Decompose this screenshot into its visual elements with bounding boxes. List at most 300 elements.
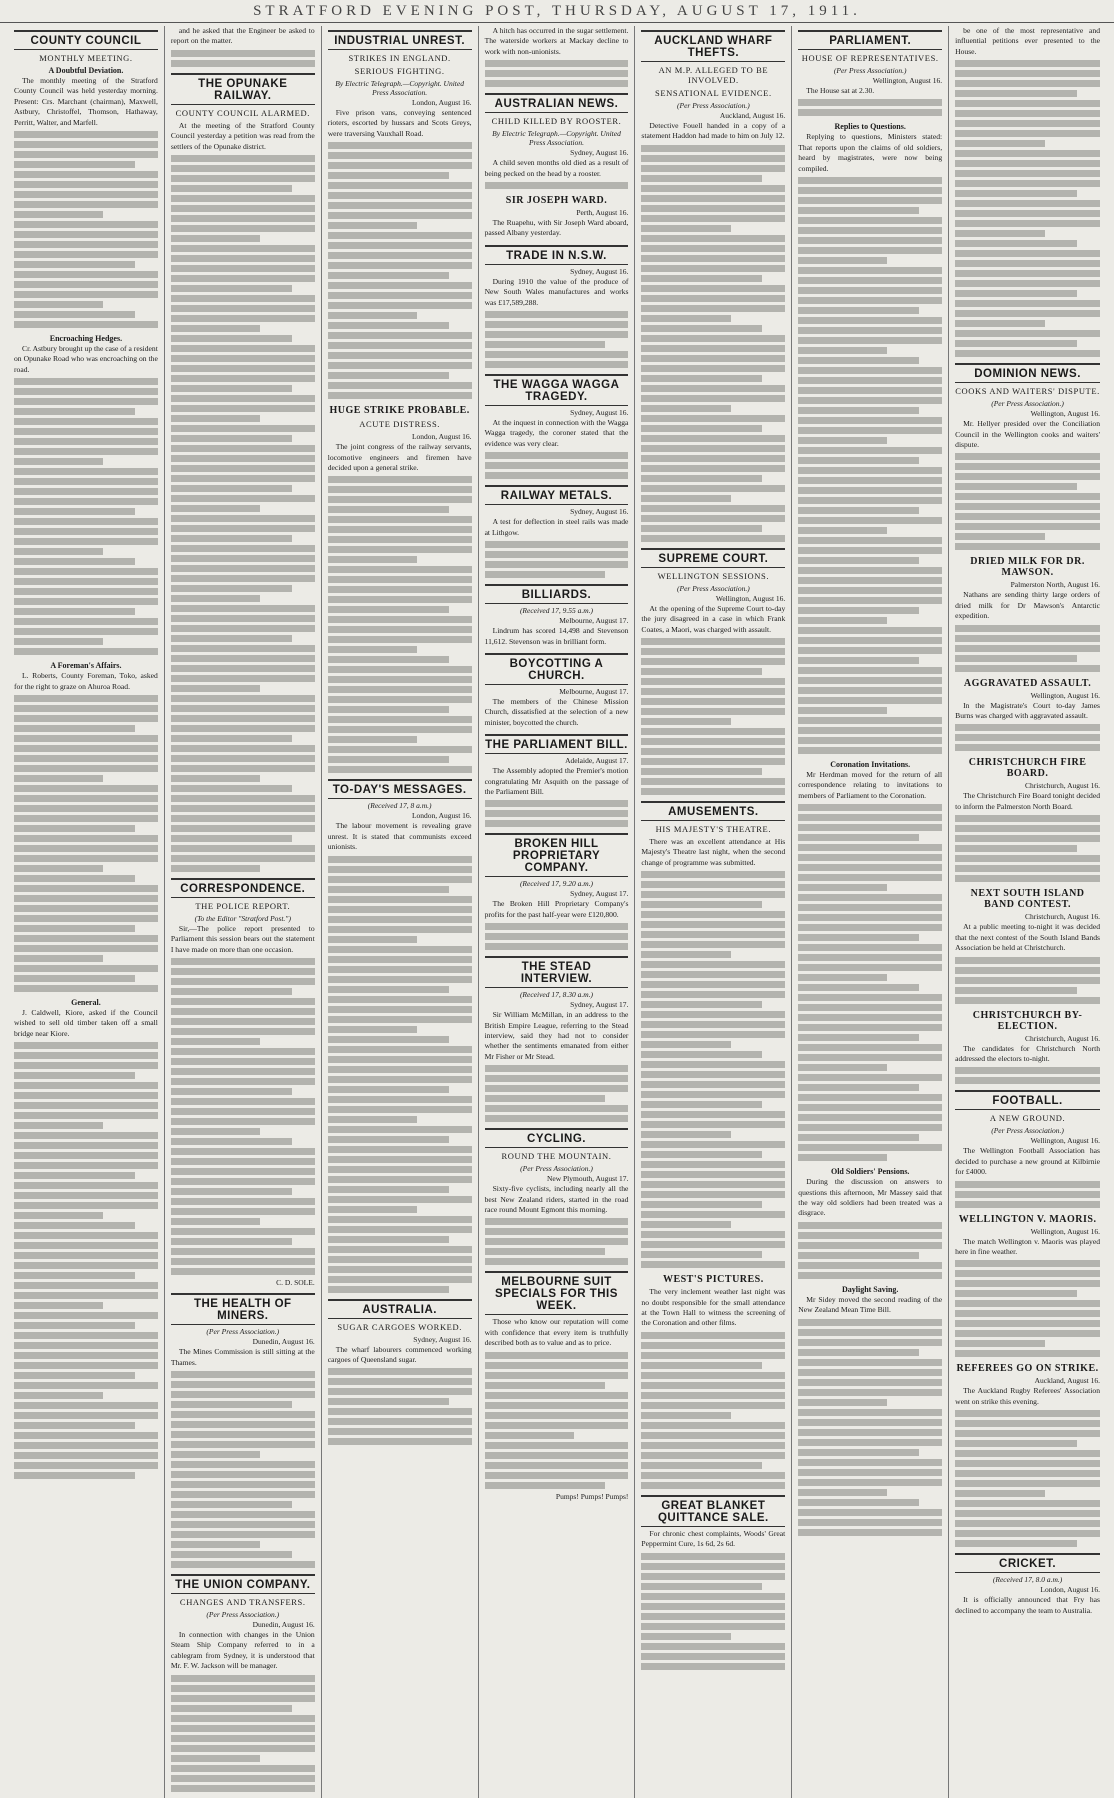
text-line xyxy=(171,165,315,172)
article-dateline: Wellington, August 16. xyxy=(1030,1136,1100,1146)
text-line xyxy=(641,1111,785,1118)
text-line xyxy=(328,1266,472,1273)
text-line xyxy=(485,311,629,318)
text-line xyxy=(955,350,1100,357)
text-line xyxy=(171,465,315,472)
text-line xyxy=(641,1021,785,1028)
text-line xyxy=(14,755,158,762)
article-body: be one of the most representative and influential petitions ever presented to the House. xyxy=(955,26,1100,56)
article-headline: BILLIARDS. xyxy=(485,584,629,604)
text-line xyxy=(328,646,417,653)
article-headline: TRADE IN N.S.W. xyxy=(485,245,629,265)
text-line xyxy=(328,976,472,983)
article-dateline: Melbourne, August 17. xyxy=(559,616,629,626)
article-side-heading: A Foreman's Affairs. xyxy=(50,661,122,671)
text-line xyxy=(955,967,1100,974)
text-line xyxy=(14,875,135,882)
text-line xyxy=(641,535,785,542)
text-line xyxy=(328,1166,472,1173)
text-line xyxy=(171,315,315,322)
text-line xyxy=(14,705,158,712)
text-line xyxy=(641,658,785,665)
text-line xyxy=(641,455,785,462)
text-line xyxy=(328,1216,472,1223)
text-line xyxy=(328,282,472,289)
text-line xyxy=(14,1372,135,1379)
text-line xyxy=(641,175,762,182)
text-line xyxy=(798,177,942,184)
article-subheading: COOKS AND WAITERS' DISPUTE. xyxy=(955,386,1100,397)
article-body: Detective Fouell handed in a copy of a statement Haddon had made to him on July 12. xyxy=(641,121,786,141)
text-line xyxy=(798,1449,919,1456)
text-line xyxy=(171,1248,315,1255)
text-line xyxy=(641,1251,762,1258)
text-line xyxy=(14,301,103,308)
text-line xyxy=(171,525,315,532)
text-line xyxy=(955,453,1100,460)
text-line xyxy=(798,824,942,831)
article xyxy=(485,374,629,479)
text-line xyxy=(328,956,472,963)
article-subheading: HOUSE OF REPRESENTATIVES. xyxy=(801,53,939,63)
text-line xyxy=(798,1074,942,1081)
text-line xyxy=(955,1430,1100,1437)
text-line xyxy=(798,497,942,504)
text-line xyxy=(328,382,472,389)
text-line xyxy=(641,355,785,362)
text-line xyxy=(798,317,942,324)
text-line xyxy=(641,1211,785,1218)
text-line xyxy=(798,447,942,454)
text-line xyxy=(955,1310,1100,1317)
text-line xyxy=(328,736,417,743)
text-line xyxy=(641,1442,785,1449)
text-line xyxy=(328,1076,472,1083)
text-line xyxy=(641,1141,785,1148)
article-credit: (Per Press Association.) xyxy=(991,1126,1064,1136)
text-line xyxy=(955,110,1100,117)
body-text-lines xyxy=(485,541,629,578)
text-line xyxy=(955,1270,1100,1277)
article-body: The members of the Chinese Mission Church, dissatisfied at the selection of a new minister, boycotted the church. xyxy=(484,696,629,727)
article-side-heading: A Doubtful Deviation. xyxy=(48,66,124,75)
text-line xyxy=(328,142,472,149)
text-line xyxy=(955,473,1100,480)
text-line xyxy=(641,415,785,422)
text-line xyxy=(955,190,1077,197)
text-line xyxy=(955,997,1100,1004)
body-text-lines xyxy=(171,1371,315,1568)
text-line xyxy=(798,197,942,204)
text-line xyxy=(328,906,472,913)
text-line xyxy=(171,545,315,552)
text-line xyxy=(14,855,158,862)
article-body: For chronic chest complaints, Woods' Great Peppermint Cure, 1s 6d, 2s 6d. xyxy=(641,1528,786,1549)
text-line xyxy=(171,1028,315,1035)
article-headline: COUNTY COUNCIL xyxy=(14,30,158,50)
article-headline: THE UNION COMPANY. xyxy=(171,1574,315,1594)
text-line xyxy=(641,1031,785,1038)
body-text-lines xyxy=(955,1410,1100,1547)
column-7 xyxy=(949,26,1106,1798)
text-line xyxy=(485,1095,606,1102)
text-line xyxy=(14,915,158,922)
text-line xyxy=(171,335,292,342)
text-line xyxy=(798,587,942,594)
text-line xyxy=(798,1369,942,1376)
text-line xyxy=(171,1098,315,1105)
text-line xyxy=(955,120,1100,127)
text-line xyxy=(171,845,315,852)
text-line xyxy=(171,1725,315,1732)
text-line xyxy=(328,1276,472,1283)
text-line xyxy=(328,1438,472,1445)
text-line xyxy=(14,518,158,525)
text-line xyxy=(641,1201,762,1208)
text-line xyxy=(955,290,1077,297)
text-line xyxy=(171,1745,315,1752)
text-line xyxy=(171,785,292,792)
body-text-lines xyxy=(955,957,1100,1004)
text-line xyxy=(641,1412,730,1419)
text-line xyxy=(641,315,730,322)
article-dateline: London, August 16. xyxy=(411,432,472,442)
text-line xyxy=(955,865,1100,872)
text-line xyxy=(14,1172,135,1179)
article xyxy=(485,584,629,647)
article-body: At the meeting of the Stratford County Council yesterday a petition was read from the settlers of the Opunake district. xyxy=(170,120,315,151)
article-subheading: SERIOUS FIGHTING. xyxy=(354,66,445,76)
text-line xyxy=(171,1228,315,1235)
text-line xyxy=(798,697,942,704)
text-line xyxy=(641,495,730,502)
article-headline: DOMINION NEWS. xyxy=(955,363,1100,383)
text-line xyxy=(328,1126,472,1133)
text-line xyxy=(14,865,103,872)
text-line xyxy=(798,267,942,274)
text-line xyxy=(328,576,472,583)
article-credit: (Per Press Association.) xyxy=(206,1610,280,1620)
article-headline: CORRESPONDENCE. xyxy=(171,878,315,898)
text-line xyxy=(955,645,1100,652)
text-line xyxy=(171,1755,260,1762)
text-line xyxy=(641,365,785,372)
text-line xyxy=(171,1391,315,1398)
text-line xyxy=(328,596,472,603)
text-line xyxy=(14,1132,158,1139)
text-line xyxy=(171,1421,315,1428)
text-line xyxy=(171,1128,260,1135)
text-line xyxy=(798,1252,919,1259)
text-line xyxy=(641,485,785,492)
text-line xyxy=(641,688,785,695)
text-line xyxy=(955,1520,1100,1527)
article xyxy=(955,26,1100,357)
article-credit: By Electric Telegraph.—Copyright. United Press Association. xyxy=(492,129,621,148)
text-line xyxy=(955,1480,1100,1487)
text-line xyxy=(955,1191,1100,1198)
column-3 xyxy=(322,26,479,1798)
article-credit: (Per Press Association.) xyxy=(991,399,1064,409)
text-line xyxy=(171,1561,315,1568)
body-text-lines xyxy=(485,1352,629,1489)
text-line xyxy=(485,820,629,827)
text-line xyxy=(798,747,942,754)
text-line xyxy=(955,1420,1100,1427)
text-line xyxy=(798,507,919,514)
text-line xyxy=(798,257,887,264)
text-line xyxy=(171,635,292,642)
text-line xyxy=(171,1461,315,1468)
text-line xyxy=(14,428,158,435)
text-line xyxy=(485,1482,606,1489)
text-line xyxy=(14,638,103,645)
text-line xyxy=(14,448,158,455)
text-line xyxy=(328,1006,472,1013)
text-line xyxy=(171,1431,315,1438)
text-line xyxy=(641,475,762,482)
article xyxy=(955,363,1100,550)
text-line xyxy=(171,958,315,965)
text-line xyxy=(955,270,1100,277)
text-line xyxy=(14,985,158,992)
text-line xyxy=(641,1071,785,1078)
text-line xyxy=(171,265,315,272)
article-body: Replying to questions, Ministers stated: That reports upon the claims of old soldiers, heard by magistrates, were now being compiled. xyxy=(798,132,943,173)
text-line xyxy=(171,1108,315,1115)
article xyxy=(171,73,315,872)
text-line xyxy=(171,855,315,862)
text-line xyxy=(14,905,158,912)
text-line xyxy=(955,180,1100,187)
text-line xyxy=(328,1066,472,1073)
text-line xyxy=(955,230,1045,237)
article xyxy=(485,653,629,728)
text-line xyxy=(14,1282,158,1289)
text-line xyxy=(641,1553,785,1560)
text-line xyxy=(798,1469,942,1476)
text-line xyxy=(171,805,315,812)
article xyxy=(641,1274,785,1489)
text-line xyxy=(328,222,417,229)
text-line xyxy=(14,548,103,555)
article-subheading: CHRISTCHURCH BY-ELECTION. xyxy=(972,1009,1083,1032)
text-line xyxy=(171,1441,315,1448)
text-line xyxy=(14,628,158,635)
article-credit: By Electric Telegraph.—Copyright. United Press Association. xyxy=(335,79,464,97)
text-line xyxy=(798,1144,942,1151)
article-body: A child seven months old died as a result of being pecked on the head by a rooster. xyxy=(484,158,629,178)
text-line xyxy=(328,162,472,169)
text-line xyxy=(171,255,315,262)
text-line xyxy=(171,605,315,612)
text-line xyxy=(328,172,449,179)
text-line xyxy=(641,1011,785,1018)
article-body: J. Caldwell, Kiore, asked if the Council wished to sell old timber taken off a small bridge near Kiore. xyxy=(14,1008,158,1038)
article-headline: AUCKLAND WHARF THEFTS. xyxy=(641,30,785,62)
text-line xyxy=(171,1168,315,1175)
text-line xyxy=(171,815,315,822)
text-line xyxy=(485,321,629,328)
text-line xyxy=(14,715,158,722)
article-subheading: AN M.P. ALLEGED TO BE INVOLVED. xyxy=(658,65,769,85)
article xyxy=(955,556,1100,671)
text-line xyxy=(798,487,942,494)
text-line xyxy=(641,525,762,532)
article-dateline: Christchurch, August 16. xyxy=(1025,781,1100,791)
text-line xyxy=(14,1362,158,1369)
text-line xyxy=(798,287,942,294)
text-line xyxy=(14,845,158,852)
text-line xyxy=(798,307,919,314)
column-4 xyxy=(479,26,636,1798)
text-line xyxy=(328,332,472,339)
article-body: During the discussion on answers to questions this afternoon, Mr Massey said that the way old soldiers had been treated was a disgrace. xyxy=(798,1177,943,1218)
text-line xyxy=(641,728,785,735)
article-body: The Christchurch Fire Board tonight decided to inform the Palmerston North Board. xyxy=(955,791,1100,811)
article-body: The Ruapehu, with Sir Joseph Ward aboard, passed Albany yesterday. xyxy=(484,218,629,238)
article-headline: THE WAGGA WAGGA TRAGEDY. xyxy=(485,374,629,406)
text-line xyxy=(798,944,942,951)
article-body: It is officially announced that Fry has declined to accompany the team to Australia. xyxy=(955,1595,1100,1615)
column-6 xyxy=(792,26,949,1798)
text-line xyxy=(798,517,942,524)
article-subheading: HIS MAJESTY'S THEATRE. xyxy=(655,824,772,835)
article-credit: (Per Press Association.) xyxy=(520,1164,593,1174)
article-headline: THE OPUNAKE RAILWAY. xyxy=(171,73,315,105)
text-line xyxy=(171,175,315,182)
text-line xyxy=(798,347,887,354)
body-text-lines xyxy=(171,958,315,1275)
article-subheading: AGGRAVATED ASSAULT. xyxy=(963,677,1092,689)
text-line xyxy=(14,201,158,208)
body-text-lines xyxy=(14,378,158,655)
text-line xyxy=(955,987,1077,994)
text-line xyxy=(171,1685,315,1692)
text-line xyxy=(641,235,785,242)
text-line xyxy=(171,615,315,622)
article-subheading: REFEREES GO ON STRIKE. xyxy=(956,1363,1099,1375)
text-line xyxy=(955,200,1100,207)
article xyxy=(14,334,158,655)
text-line xyxy=(798,437,887,444)
article-side-heading: Daylight Saving. xyxy=(841,1284,899,1294)
text-line xyxy=(485,571,606,578)
text-line xyxy=(641,891,785,898)
text-line xyxy=(171,1371,315,1378)
text-line xyxy=(485,1392,629,1399)
article-dateline: London, August 16. xyxy=(411,98,472,107)
text-line xyxy=(328,606,449,613)
text-line xyxy=(14,1192,158,1199)
text-line xyxy=(328,936,417,943)
text-line xyxy=(798,1379,942,1386)
text-line xyxy=(641,1241,785,1248)
text-line xyxy=(14,1112,158,1119)
text-line xyxy=(955,80,1100,87)
text-line xyxy=(798,1359,942,1366)
article-headline: AUSTRALIAN NEWS. xyxy=(485,93,629,113)
text-line xyxy=(171,1268,315,1275)
text-line xyxy=(171,575,315,582)
article xyxy=(485,485,629,578)
text-line xyxy=(171,1481,315,1488)
body-text-lines xyxy=(955,453,1100,550)
article-side-heading: Encroaching Hedges. xyxy=(49,334,123,344)
text-line xyxy=(171,215,315,222)
text-line xyxy=(798,1399,887,1406)
text-line xyxy=(641,1593,785,1600)
text-line xyxy=(328,476,472,483)
text-line xyxy=(171,705,315,712)
text-line xyxy=(955,855,1100,862)
article-subheading: WEST'S PICTURES. xyxy=(662,1274,764,1286)
article-dateline: Sydney, August 16. xyxy=(570,507,629,517)
text-line xyxy=(14,538,158,545)
article-credit: (Per Press Association.) xyxy=(206,1327,280,1337)
text-line xyxy=(328,1086,449,1093)
article xyxy=(955,678,1100,752)
text-line xyxy=(955,170,1100,177)
body-text-lines xyxy=(485,311,629,368)
text-line xyxy=(171,625,315,632)
text-line xyxy=(328,676,472,683)
text-line xyxy=(641,1151,762,1158)
article-headline: MELBOURNE SUIT SPECIALS FOR THIS WEEK. xyxy=(485,1271,629,1315)
text-line xyxy=(328,1428,472,1435)
text-line xyxy=(171,585,292,592)
text-line xyxy=(171,835,292,842)
text-line xyxy=(328,876,472,883)
text-line xyxy=(485,1218,629,1225)
text-line xyxy=(485,800,629,807)
text-line xyxy=(798,647,942,654)
text-line xyxy=(955,130,1100,137)
text-line xyxy=(641,1161,785,1168)
article-headline: CYCLING. xyxy=(485,1128,629,1148)
text-line xyxy=(14,895,158,902)
article xyxy=(485,1128,629,1265)
text-line xyxy=(328,566,472,573)
text-line xyxy=(328,232,472,239)
text-line xyxy=(798,844,942,851)
article-body: Nathans are sending thirty large orders of dried milk for Dr Mawson's Antarctic expedition. xyxy=(955,590,1100,621)
text-line xyxy=(798,1044,942,1051)
text-line xyxy=(328,192,472,199)
text-line xyxy=(955,340,1077,347)
text-line xyxy=(798,904,942,911)
article xyxy=(171,26,315,67)
text-line xyxy=(798,974,887,981)
text-line xyxy=(328,546,472,553)
text-line xyxy=(641,395,785,402)
text-line xyxy=(485,472,629,479)
text-line xyxy=(641,155,785,162)
text-line xyxy=(798,1104,942,1111)
article-body: Sixty-five cyclists, including nearly all the best New Zealand riders, started in the road race round Mount Egmont this morning. xyxy=(484,1184,629,1214)
text-line xyxy=(328,896,472,903)
text-line xyxy=(14,191,158,198)
article-dateline: Christchurch, August 16. xyxy=(1025,1033,1100,1043)
article-side-heading: General. xyxy=(71,998,101,1008)
article-headline: SUPREME COURT. xyxy=(641,548,785,568)
text-line xyxy=(14,171,158,178)
text-line xyxy=(485,1238,629,1245)
text-line xyxy=(328,152,472,159)
article-dateline: Sydney, August 16. xyxy=(570,148,629,158)
text-line xyxy=(641,881,785,888)
text-line xyxy=(485,462,629,469)
